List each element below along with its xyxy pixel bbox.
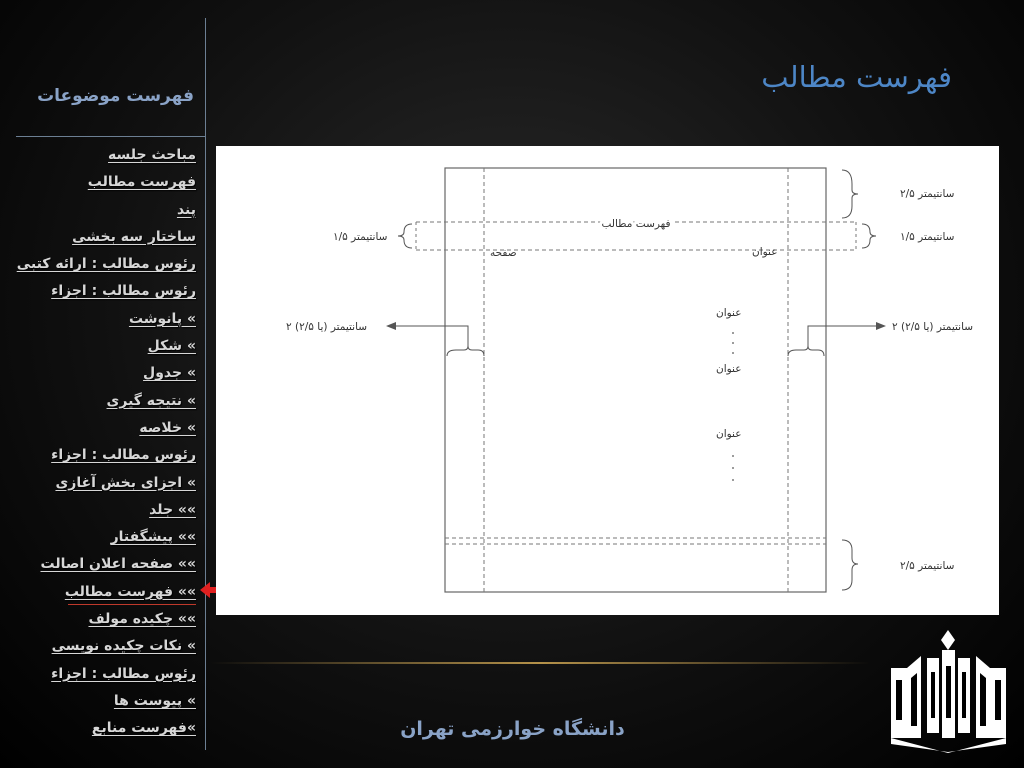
bottom-margin-label: ۲/۵ سانتیمتر	[900, 560, 955, 572]
sidebar-link[interactable]: »» چکیده مولف	[88, 611, 196, 628]
sidebar-link[interactable]: رئوس مطالب : اجزاء	[51, 283, 196, 300]
header-margin-right-label: ۱/۵ سانتیمتر	[900, 231, 955, 243]
sidebar-link[interactable]: »» پیشگفتار	[110, 529, 196, 546]
sidebar-link[interactable]: »» صفحه اعلان اصالت	[40, 556, 196, 573]
top-margin-label: ۲/۵ سانتیمتر	[900, 188, 955, 200]
top-margin-brace	[842, 170, 858, 218]
sidebar-separator	[16, 136, 205, 137]
bottom-margin-brace	[842, 540, 858, 590]
sidebar-link[interactable]: » نتیجه گیری	[106, 392, 196, 409]
sidebar-link[interactable]: ساختار سه بخشی	[72, 228, 196, 245]
toc-layout-figure	[216, 146, 999, 615]
right-side-margin-label: ۲ (یا ۲/۵) سانتیمتر	[892, 321, 974, 333]
sidebar-link[interactable]: » اجزای بخش آغازی	[55, 474, 196, 491]
header-margin-left-label: ۱/۵ سانتیمتر	[333, 231, 388, 243]
footer-divider	[210, 662, 870, 664]
right-margin-arrow	[808, 326, 878, 346]
ellipsis-dots	[732, 332, 734, 481]
toc-heading-label: فهرست مطالب	[601, 218, 671, 230]
left-margin-brace	[447, 346, 484, 356]
sidebar-link-active[interactable]: »» فهرست مطالب	[64, 583, 196, 600]
header-margin-brace-right	[862, 224, 876, 248]
sidebar-link[interactable]: » شکل	[147, 338, 196, 355]
entry-label: عنوان	[716, 428, 742, 440]
sidebar-link[interactable]: » پانوشت	[128, 310, 196, 327]
sidebar-link[interactable]: » جدول	[143, 365, 196, 382]
left-margin-arrow	[392, 326, 468, 346]
sidebar-link[interactable]: مباحث جلسه	[108, 147, 196, 163]
right-margin-brace	[788, 346, 824, 356]
page-outline	[445, 168, 826, 592]
active-item-underline	[68, 604, 196, 605]
sidebar-link[interactable]: »فهرست منابع	[91, 720, 196, 737]
sidebar-link[interactable]: » پیوست ها	[113, 692, 196, 709]
sidebar-link[interactable]: رئوس مطالب : اجزاء	[51, 665, 196, 682]
sidebar-link[interactable]: »» جلد	[149, 501, 196, 518]
university-logo	[891, 628, 1006, 753]
page-column-label: صفحه	[490, 247, 517, 259]
sidebar-divider	[205, 18, 206, 750]
header-margin-brace-left	[398, 224, 412, 248]
sidebar-link[interactable]: رئوس مطالب : ارائه کتبی	[16, 256, 196, 273]
entry-label: عنوان	[716, 363, 742, 375]
university-name: دانشگاه خوارزمی تهران	[400, 718, 625, 740]
sidebar-topic-list	[6, 144, 196, 745]
slide-title: فهرست مطالب	[761, 60, 952, 94]
sidebar-link[interactable]: » خلاصه	[139, 419, 196, 436]
title-column-label: عنوان	[752, 246, 778, 258]
sidebar-link[interactable]: رئوس مطالب : اجزاء	[51, 447, 196, 464]
sidebar-link[interactable]: » نکات چکیده نویسی	[51, 638, 196, 655]
sidebar-link[interactable]: فهرست مطالب	[87, 174, 196, 191]
sidebar-link[interactable]: پند	[176, 201, 196, 218]
sidebar-title: فهرست موضوعات	[37, 86, 194, 106]
left-side-margin-label: ۲ (یا ۲/۵) سانتیمتر	[286, 321, 368, 333]
entry-label: عنوان	[716, 307, 742, 319]
